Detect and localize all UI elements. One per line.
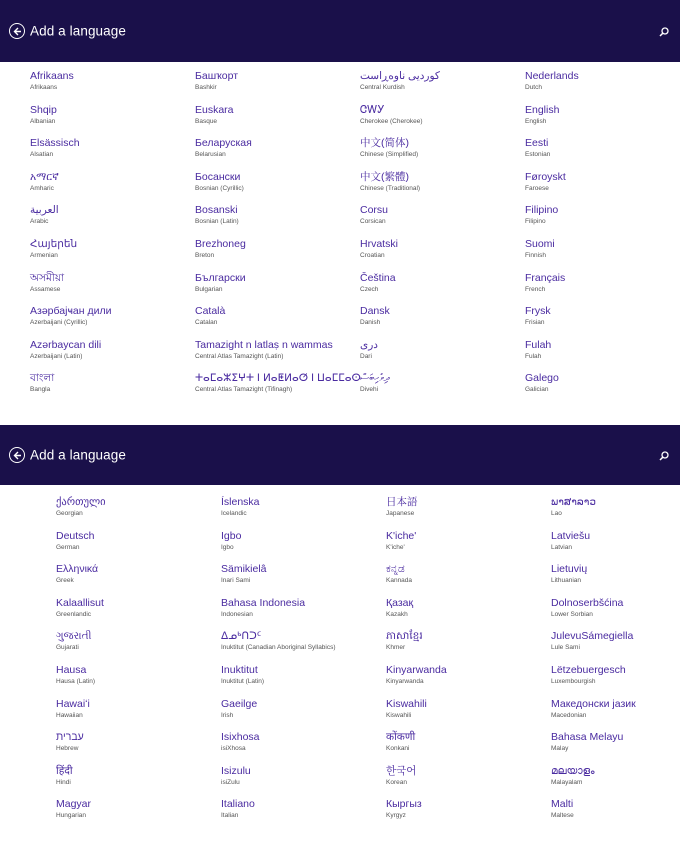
language-native-name: Sämikielâ [221,563,267,575]
language-english-name: Greek [56,577,74,584]
language-english-name: Bashkir [195,84,217,91]
language-item[interactable] [551,630,633,652]
language-english-name: Konkani [386,745,410,752]
language-english-name: Hebrew [56,745,79,752]
language-item[interactable] [525,272,565,294]
page-title: Add a language [30,23,126,39]
language-english-name: Dutch [525,84,542,91]
language-item[interactable] [30,372,54,394]
language-native-name: Føroyskt [525,171,566,183]
language-english-name: Galician [525,386,549,393]
language-item[interactable] [525,372,559,394]
language-native-name: Français [525,272,566,284]
language-item[interactable] [221,731,260,753]
language-english-name: Hawaiian [56,712,83,719]
language-item[interactable] [30,137,80,159]
language-english-name: Inuktitut (Canadian Aboriginal Syllabics) [221,644,336,651]
language-english-name: Lithuanian [551,577,581,584]
language-native-name: K'iche' [386,530,417,542]
language-native-name: Azərbaycan dili [30,339,102,351]
language-item[interactable] [525,204,558,226]
language-english-name: Bangla [30,386,51,393]
language-english-name: Bosnian (Latin) [195,218,239,225]
language-english-name: Icelandic [221,510,247,517]
language-native-name: Азәрбајҹан дили [30,305,112,317]
language-native-name: 한국어 [386,765,417,777]
language-english-name: Estonian [525,151,551,158]
language-native-name: Italiano [221,798,255,810]
language-english-name: Khmer [386,644,406,651]
language-native-name: ગુજરાતી [56,630,92,642]
language-item[interactable] [30,339,101,361]
language-native-name: ᏣᎳᎩ [360,104,385,116]
language-native-name: Hausa [56,664,87,676]
language-native-name: Hawaiʻi [56,698,90,710]
language-native-name: Bosanski [195,204,238,216]
language-english-name: Kazakh [386,611,408,618]
language-item[interactable] [360,104,423,126]
language-item[interactable] [360,339,378,361]
language-item[interactable] [195,238,246,260]
language-item[interactable] [360,137,418,159]
language-english-name: Arabic [30,218,49,225]
language-item[interactable] [221,630,336,652]
language-item[interactable] [221,597,305,619]
language-english-name: Kannada [386,577,413,584]
language-item[interactable] [56,731,84,753]
language-item[interactable] [525,171,566,193]
language-item[interactable] [30,272,64,294]
language-native-name: ქართული [56,496,106,508]
language-native-name: Latviešu [551,530,591,542]
language-item[interactable] [221,563,267,585]
language-native-name: Eesti [525,137,549,149]
language-item[interactable] [551,798,574,820]
language-native-name: Lietuvių [551,563,588,575]
language-english-name: Kyrgyz [386,812,406,819]
language-native-name: 中文(简体) [360,137,409,149]
page-title: Add a language [30,447,126,463]
language-native-name: Galego [525,372,559,384]
header-bar [0,0,680,62]
language-native-name: Lëtzebuergesch [551,664,626,676]
language-english-name: Corsican [360,218,386,225]
language-english-name: Hungarian [56,812,86,819]
language-english-name: Malay [551,745,569,752]
language-item[interactable] [386,496,418,518]
language-native-name: Corsu [360,204,389,216]
language-native-name: Башҡорт [195,70,239,82]
language-english-name: Armenian [30,252,58,259]
language-panel-2 [0,425,680,850]
language-native-name: Kiswahili [386,698,427,710]
language-english-name: isiZulu [221,779,240,786]
language-native-name: Afrikaans [30,70,74,82]
language-english-name: Kinyarwanda [386,678,424,685]
language-item[interactable] [56,597,104,619]
language-native-name: ᐃᓄᒃᑎᑐᑦ [221,630,262,642]
language-item[interactable] [56,765,73,787]
language-english-name: Czech [360,286,379,293]
language-english-name: Georgian [56,510,83,517]
language-item[interactable] [195,204,239,226]
search-icon[interactable] [657,24,671,38]
language-item[interactable] [221,698,257,720]
language-item[interactable] [221,664,264,686]
language-item[interactable] [386,698,427,720]
language-item[interactable] [221,496,260,518]
language-english-name: Assamese [30,286,61,293]
language-native-name: Беларуская [195,137,252,149]
language-item[interactable] [30,238,77,260]
language-english-name: Indonesian [221,611,253,618]
language-english-name: Finnish [525,252,546,259]
language-native-name: Հայերեն [30,238,78,250]
language-native-name: ភាសាខ្មែរ [386,630,423,642]
language-item[interactable] [360,272,396,294]
language-item[interactable] [56,563,98,585]
language-native-name: አማርኛ [30,171,59,183]
language-native-name: עברית [56,731,84,743]
language-english-name: Irish [221,712,234,719]
language-english-name: Korean [386,779,407,786]
language-item[interactable] [386,731,415,753]
language-native-name: 中文(繁體) [360,171,409,183]
language-english-name: Bulgarian [195,286,223,293]
language-english-name: Igbo [221,544,234,551]
language-native-name: Български [195,272,246,284]
language-english-name: Cherokee (Cherokee) [360,118,423,125]
language-english-name: Malayalam [551,779,583,786]
language-english-name: Alsatian [30,151,54,158]
language-item[interactable] [551,765,595,787]
language-native-name: ಕನ್ನಡ [386,563,405,575]
language-item[interactable] [360,171,420,193]
language-native-name: ⵜⴰⵎⴰⵣⵉⵖⵜ ⵏ ⵍⴰⵟⵍⴰⵚ ⵏ ⵡⴰⵎⵎⴰⵙ [195,372,361,384]
language-english-name: German [56,544,80,551]
language-item[interactable] [551,698,636,720]
language-item[interactable] [195,339,333,361]
language-native-name: JulevuSámegiella [551,630,634,642]
language-native-name: کوردیی ناوەڕاست [360,70,440,82]
language-item[interactable] [386,765,416,787]
language-native-name: Català [195,305,226,317]
language-native-name: Inuktitut [221,664,258,676]
language-english-name: Inari Sami [221,577,251,584]
language-native-name: Čeština [360,272,396,284]
language-item[interactable] [195,70,238,92]
language-english-name: Lule Sami [551,644,580,651]
language-item[interactable] [360,70,440,92]
language-native-name: മലയാളം [551,765,595,777]
language-native-name: Hrvatski [360,238,398,250]
language-english-name: Fulah [525,353,542,360]
language-english-name: Maltese [551,812,574,819]
language-native-name: Magyar [56,798,92,810]
language-english-name: Faroese [525,185,549,192]
language-native-name: Isixhosa [221,731,260,743]
language-native-name: ދިވެހިބަސް [360,372,390,384]
language-native-name: دری [360,339,378,351]
language-native-name: Íslenska [221,496,260,508]
language-item[interactable] [30,305,111,327]
language-item[interactable] [56,530,95,552]
language-item[interactable] [195,137,252,159]
language-english-name: Filipino [525,218,546,225]
language-item[interactable] [551,731,623,753]
language-english-name: Chinese (Traditional) [360,185,421,192]
language-item[interactable] [56,630,92,652]
language-native-name: ພາສາລາວ [551,496,597,508]
back-arrow-icon[interactable] [9,23,25,39]
language-native-name: Bahasa Indonesia [221,597,306,609]
language-item[interactable] [30,204,59,226]
language-item[interactable] [525,137,550,159]
language-english-name: Japanese [386,510,415,517]
language-item[interactable] [551,530,590,552]
language-english-name: Divehi [360,386,379,393]
language-english-name: Central Kurdish [360,84,405,91]
language-english-name: Amharic [30,185,54,192]
language-item[interactable] [360,305,390,327]
language-item[interactable] [386,530,416,552]
language-item[interactable] [221,765,251,787]
language-item[interactable] [360,204,388,226]
language-english-name: Italian [221,812,239,819]
language-item[interactable] [56,698,90,720]
language-item[interactable] [195,171,244,193]
language-english-name: English [525,118,547,125]
language-native-name: Кыргыз [386,798,422,810]
language-native-name: Dansk [360,305,390,317]
language-native-name: Elsässisch [30,137,80,149]
language-item[interactable] [360,238,398,260]
language-english-name: Azerbaijani (Latin) [30,353,83,360]
language-english-name: Breton [195,252,215,259]
language-english-name: Albanian [30,118,56,125]
language-native-name: Isizulu [221,765,251,777]
language-native-name: Brezhoneg [195,238,246,250]
back-arrow-icon[interactable] [9,447,25,463]
language-native-name: Bahasa Melayu [551,731,624,743]
language-item[interactable] [56,798,91,820]
language-english-name: Hindi [56,779,71,786]
language-english-name: Lao [551,510,562,517]
language-native-name: Nederlands [525,70,579,82]
language-native-name: Fulah [525,339,552,351]
language-english-name: Danish [360,319,381,326]
language-item[interactable] [221,798,255,820]
language-english-name: Inuktitut (Latin) [221,678,264,685]
language-item[interactable] [386,798,422,820]
language-item[interactable] [221,530,241,552]
language-item[interactable] [30,104,57,126]
language-native-name: Suomi [525,238,555,250]
language-native-name: Dolnoserbšćina [551,597,624,609]
language-native-name: English [525,104,560,116]
language-native-name: 日本語 [386,496,418,508]
language-native-name: Ελληνικά [56,563,99,575]
language-item[interactable] [551,664,626,686]
language-native-name: हिंदी [56,765,73,777]
language-item[interactable] [525,339,551,361]
language-item[interactable] [551,563,587,585]
language-english-name: Hausa (Latin) [56,678,96,685]
language-item[interactable] [195,372,361,394]
language-english-name: Azerbaijani (Cyrillic) [30,319,88,326]
language-item[interactable] [386,630,423,652]
language-english-name: Central Atlas Tamazight (Latin) [195,353,284,360]
language-native-name: कोंकणी [386,731,416,743]
language-native-name: Filipino [525,204,559,216]
language-item[interactable] [195,272,246,294]
language-item[interactable] [56,664,95,686]
language-native-name: Kinyarwanda [386,664,447,676]
language-english-name: Dari [360,353,372,360]
language-item[interactable] [30,70,74,92]
language-native-name: অসমীয়া [30,272,65,284]
language-english-name: Lower Sorbian [551,611,593,618]
language-english-name: Croatian [360,252,385,259]
language-english-name: Frisian [525,319,545,326]
language-english-name: Belarusian [195,151,226,158]
language-item[interactable] [525,238,555,260]
language-item[interactable] [195,104,234,126]
language-english-name: Gujarati [56,644,79,651]
language-native-name: Tamazight n latlaṣ n wammas [195,339,333,351]
language-english-name: Afrikaans [30,84,58,91]
language-native-name: Igbo [221,530,242,542]
language-item[interactable] [525,70,579,92]
language-english-name: French [525,286,546,293]
language-english-name: isiXhosa [221,745,246,752]
language-english-name: Luxembourgish [551,678,596,685]
language-native-name: Македонски јазик [551,698,636,710]
language-item[interactable] [525,305,551,327]
language-item[interactable] [30,171,59,193]
language-english-name: Macedonian [551,712,587,719]
language-native-name: Shqip [30,104,57,116]
language-english-name: Greenlandic [56,611,92,618]
language-item[interactable] [386,597,413,619]
language-native-name: Босански [195,171,241,183]
language-english-name: Bosnian (Cyrillic) [195,185,244,192]
language-native-name: Kalaallisut [56,597,104,609]
language-item[interactable] [360,372,389,394]
language-item[interactable] [386,563,412,585]
language-item[interactable] [525,104,559,126]
language-english-name: Central Atlas Tamazight (Tifinagh) [195,386,293,393]
language-english-name: Latvian [551,544,572,551]
language-native-name: Frysk [525,305,551,317]
language-item[interactable] [195,305,225,327]
language-english-name: Kiswahili [386,712,412,719]
language-native-name: Deutsch [56,530,95,542]
language-item[interactable] [551,496,596,518]
header-bar [0,425,680,485]
language-native-name: বাংলা [30,372,55,384]
language-english-name: K'iche' [386,544,405,551]
language-native-name: Malti [551,798,574,810]
language-english-name: Basque [195,118,218,125]
language-item[interactable] [551,597,623,619]
search-icon[interactable] [657,448,671,462]
language-native-name: Euskara [195,104,234,116]
language-item[interactable] [56,496,106,518]
language-native-name: Gaeilge [221,698,258,710]
language-native-name: العربية [30,204,59,216]
language-english-name: Catalan [195,319,218,326]
language-english-name: Chinese (Simplified) [360,151,419,158]
language-native-name: Қазақ [386,597,414,609]
language-item[interactable] [386,664,447,686]
